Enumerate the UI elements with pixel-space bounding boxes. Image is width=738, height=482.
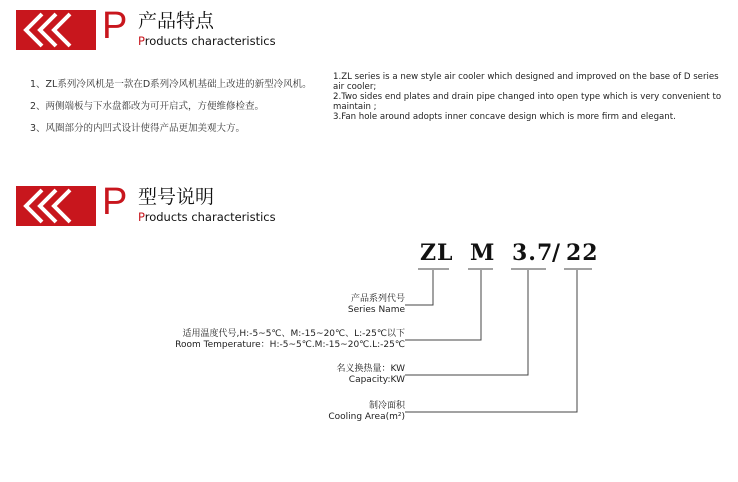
- label-area-en: Cooling Area(m²): [328, 412, 405, 422]
- model-code-zl: ZL: [420, 240, 454, 266]
- subtitle-initial: P: [138, 210, 145, 224]
- model-code-m: M: [470, 240, 496, 266]
- label-temperature: [175, 329, 405, 351]
- header-letter: P: [102, 181, 128, 223]
- label-area-cn: 制冷面积: [368, 401, 405, 411]
- label-series: [348, 294, 405, 316]
- subtitle-initial: P: [138, 34, 145, 48]
- section-title: 型号说明: [138, 186, 215, 208]
- feature-cn-item: 1、ZL系列冷风机是一款在D系列冷风机基础上改进的新型冷风机。: [30, 79, 312, 90]
- feature-en-item: 1.ZL series is a new style air cooler which designed and improved on the base of D series air cooler;: [333, 72, 719, 92]
- feature-en-item: 3.Fan hole around adopts inner concave design which is more firm and elegant.: [333, 112, 676, 122]
- feature-en-item: 2.Two sides end plates and drain pipe changed into open type which is very convenient to maintain ;: [333, 92, 722, 112]
- label-capacity: [337, 364, 405, 386]
- label-capacity-cn: 名义换热量：KW: [336, 364, 405, 374]
- label-series-cn: 产品系列代号: [350, 294, 405, 304]
- section-title: 产品特点: [138, 10, 215, 32]
- label-area: [328, 401, 405, 423]
- label-temperature-cn: 适用温度代号,H:-5~5℃、M:-15~20℃、L:-25℃以下: [182, 329, 405, 339]
- label-capacity-en: Capacity:KW: [348, 375, 405, 385]
- feature-cn-item: 3、风圈部分的内凹式设计使得产品更加美观大方。: [30, 123, 246, 134]
- label-series-en: Series Name: [347, 305, 405, 315]
- label-temperature-en: Room Temperature：H:-5~5℃.M:-15~20℃.L:-25℃: [175, 340, 405, 350]
- subtitle-rest: roducts characteristics: [144, 210, 276, 224]
- feature-cn-item: 2、两侧端板与下水盘都改为可开启式，方便维修检查。: [30, 101, 265, 112]
- model-code-slash: /: [552, 240, 562, 266]
- header-letter: P: [102, 5, 128, 47]
- model-code-area: 22: [566, 240, 599, 266]
- subtitle-rest: roducts characteristics: [144, 34, 276, 48]
- model-code-capacity: 3.7: [512, 240, 554, 266]
